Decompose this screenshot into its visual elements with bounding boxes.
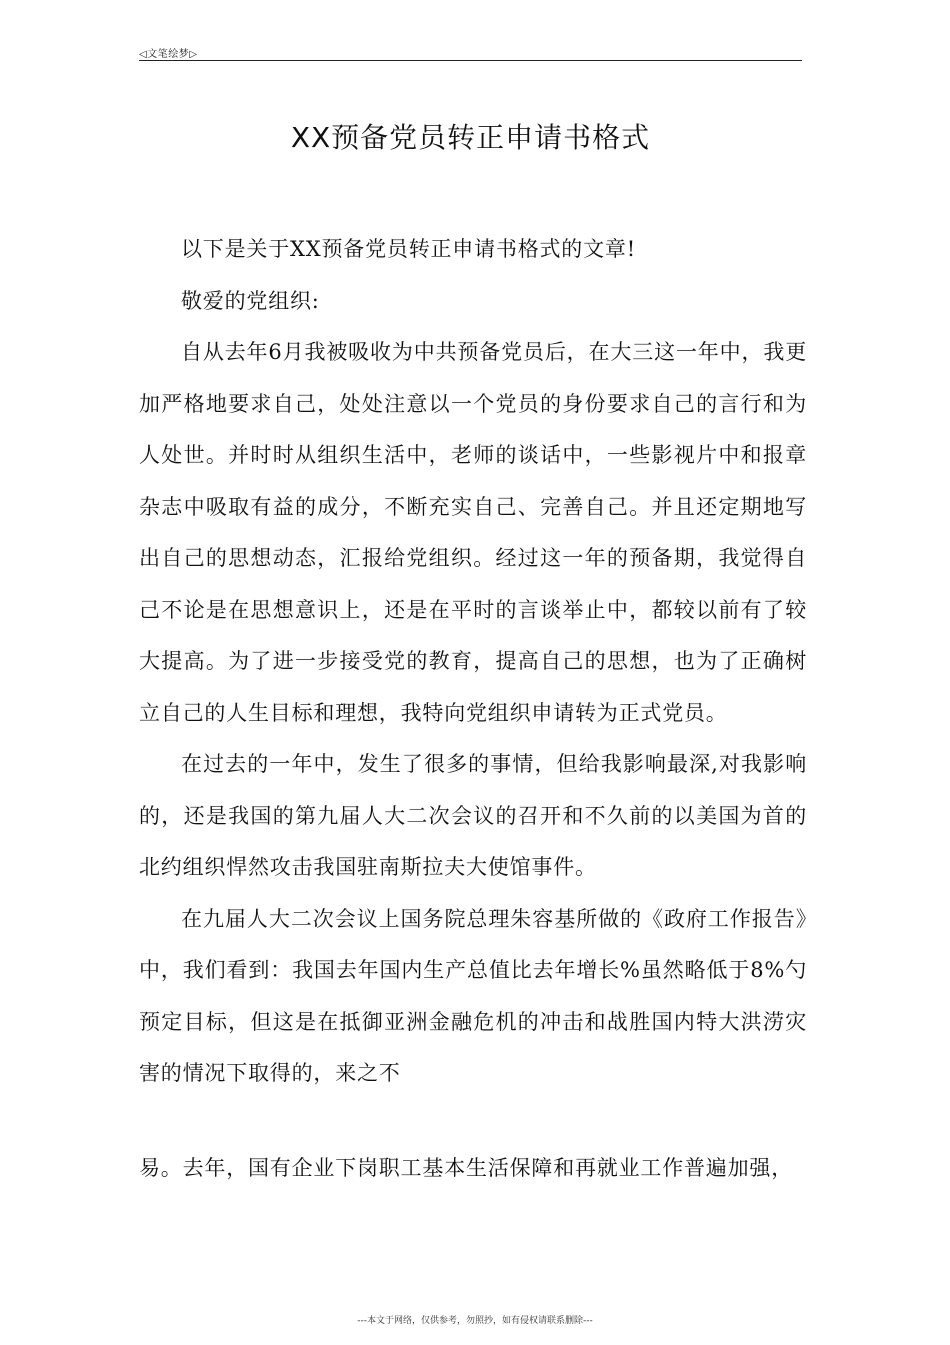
body-paragraph: 自从去年6月我被吸收为中共预备党员后，在大三这一年中，我更加严格地要求自己，处处注意以一个党员的身份要求自己的言行和为人处世。并时时从组织生活中，老师的谈话中，一些影视片中和报章杂志中吸取有益的成分，不断充实自己、完善自己。并且还定期地写出自己的思想动态，汇报给党组织。经过这一年的预备期，我觉得自己不论是在思想意识上，还是在平时的言谈举止中，都较以前有了较大提高。为了进一步接受党的教育，提高自己的思想，也为了正确树立自己的人生目标和理想，我特向党组织申请转为正式党员。: [139, 340, 807, 725]
salutation: 敬爱的党组织:: [181, 288, 320, 313]
intro-paragraph: 以下是关于XX预备党员转正申请书格式的文章!: [181, 237, 636, 261]
document-title: XX预备党员转正申请书格式: [290, 121, 651, 154]
document-body: [139, 224, 807, 1100]
header-mark: ◁文笔绘梦▷: [139, 49, 198, 60]
continued-paragraph: 易。去年，国有企业下岗职工基本生活保障和再就业工作普遍加强，: [139, 1156, 793, 1180]
footer-disclaimer: ---本文于网络，仅供参考，勿照抄，如有侵权请联系删除---: [357, 1316, 593, 1326]
header-divider: [139, 60, 802, 61]
body-paragraph: 在过去的一年中，发生了很多的事情，但给我影响最深,对我影响的，还是我国的第九届人大二次会议的召开和不久前的以美国为首的北约组织悍然攻击我国驻南斯拉夫大使馆事件。: [139, 752, 807, 879]
body-paragraph: 在九届人大二次会议上国务院总理朱容基所做的《政府工作报告》中，我们看到：我国去年国内生产总值比去年增长%虽然略低于8%勺预定目标，但这是在抵御亚洲金融危机的冲击和战胜国内特大洪涝灾害的情况下取得的，来之不: [139, 906, 807, 1085]
